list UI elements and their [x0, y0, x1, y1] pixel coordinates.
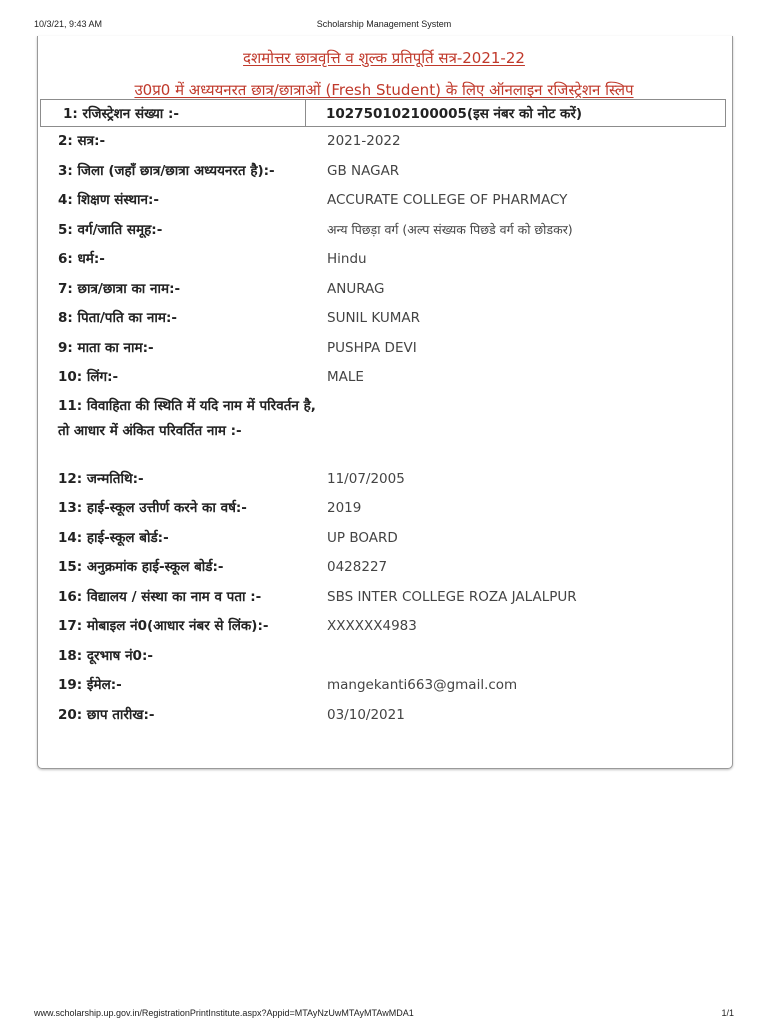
- field-label: 11: विवाहिता की स्थिति में यदि नाम में परिवर्तन है, तो आधार में अंकित परिवर्तित नाम :-: [58, 398, 316, 439]
- field-row-category: [58, 219, 738, 241]
- field-value: अन्य पिछड़ा वर्ग (अल्प संख्यक पिछडे वर्ग को छोडकर): [327, 222, 573, 237]
- field-value: 0428227: [327, 559, 388, 575]
- field-row-telephone: [58, 645, 738, 667]
- field-row-institution: [58, 189, 738, 211]
- field-value: SUNIL KUMAR: [327, 310, 420, 326]
- form-subtitle: उ0प्र0 में अध्ययनरत छात्र/छात्राओं (Fresh Student) के लिए ऑनलाइन रजिस्ट्रेशन स्लिप: [134, 81, 634, 99]
- field-row-highschool-board: [58, 527, 738, 549]
- field-row-father-name: [58, 307, 738, 329]
- field-value: 2021-2022: [327, 133, 401, 149]
- field-row-religion: [58, 248, 738, 270]
- field-label: 9: माता का नाम:-: [58, 340, 154, 356]
- field-label: 6: धर्म:-: [58, 251, 105, 267]
- field-label: 15: अनुक्रमांक हाई-स्कूल बोर्ड:-: [58, 559, 224, 575]
- field-value: 2019: [327, 500, 362, 516]
- registration-number-row: [40, 99, 726, 127]
- field-value: UP BOARD: [327, 530, 398, 546]
- field-row-roll-number: [58, 556, 738, 578]
- field-label: 3: जिला (जहाँ छात्र/छात्रा अध्ययनरत है):-: [58, 163, 275, 179]
- field-row-mother-name: [58, 337, 738, 359]
- field-row-gender: [58, 366, 738, 388]
- field-value: [327, 645, 727, 667]
- print-page-count: 1/1: [721, 1008, 734, 1018]
- field-value: GB NAGAR: [327, 163, 400, 179]
- field-value: 03/10/2021: [327, 707, 405, 723]
- field-value: XXXXXX4983: [327, 618, 417, 634]
- field-value: SBS INTER COLLEGE ROZA JALALPUR: [327, 589, 577, 605]
- field-row-dob: [58, 468, 738, 490]
- field-label: 20: छाप तारीख:-: [58, 707, 155, 723]
- field-value: MALE: [327, 369, 364, 385]
- field-value: 11/07/2005: [327, 471, 405, 487]
- print-datetime: 10/3/21, 9:43 AM: [34, 19, 103, 29]
- field-value: PUSHPA DEVI: [327, 340, 417, 356]
- field-value: mangekanti663@gmail.com: [327, 677, 518, 693]
- field-label: 12: जन्मतिथि:-: [58, 471, 144, 487]
- field-label: 16: विद्यालय / संस्था का नाम व पता :-: [58, 589, 262, 605]
- field-row-mobile: [58, 615, 738, 637]
- field-label: 19: ईमेल:-: [58, 677, 122, 693]
- field-label: 13: हाई-स्कूल उत्तीर्ण करने का वर्ष:-: [58, 500, 247, 516]
- field-row-email: [58, 674, 738, 696]
- field-label: 2: सत्र:-: [58, 133, 106, 149]
- registration-number-label: 1: रजिस्ट्रेशन संख्या :-: [40, 99, 306, 127]
- field-label: 4: शिक्षण संस्थान:-: [58, 192, 160, 208]
- field-label: 17: मोबाइल नं0(आधार नंबर से लिंक):-: [58, 618, 269, 634]
- field-row-print-date: [58, 704, 738, 726]
- field-row-highschool-year: [58, 497, 738, 519]
- field-label: 10: लिंग:-: [58, 369, 119, 385]
- field-row-student-name: [58, 278, 738, 300]
- field-row-school-address: [58, 586, 738, 608]
- field-label: 8: पिता/पति का नाम:-: [58, 310, 177, 326]
- field-label: 18: दूरभाष नं0:-: [58, 648, 153, 664]
- field-value: ACCURATE COLLEGE OF PHARMACY: [327, 192, 568, 208]
- field-row-married-name-change: [58, 394, 738, 444]
- field-value: ANURAG: [327, 281, 385, 297]
- field-row-district: [58, 160, 738, 182]
- print-page-title: Scholarship Management System: [316, 19, 452, 29]
- field-label: 7: छात्र/छात्रा का नाम:-: [58, 281, 181, 297]
- print-url: www.scholarship.up.gov.in/RegistrationPrintInstitute.aspx?Appid=MTAyNzUwMTAyMTAwMDA1: [34, 1008, 414, 1018]
- field-label: 14: हाई-स्कूल बोर्ड:-: [58, 530, 169, 546]
- field-row-session: [58, 130, 738, 152]
- form-title: दशमोत्तर छात्रवृत्ति व शुल्क प्रतिपूर्ति सत्र-2021-22: [243, 49, 525, 67]
- field-value: Hindu: [327, 251, 367, 267]
- field-label: 5: वर्ग/जाति समूह:-: [58, 222, 163, 238]
- field-value: [327, 394, 727, 444]
- print-header: [34, 19, 734, 29]
- registration-number-value: 102750102100005(इस नंबर को नोट करें): [306, 99, 726, 127]
- print-footer: [34, 1008, 734, 1018]
